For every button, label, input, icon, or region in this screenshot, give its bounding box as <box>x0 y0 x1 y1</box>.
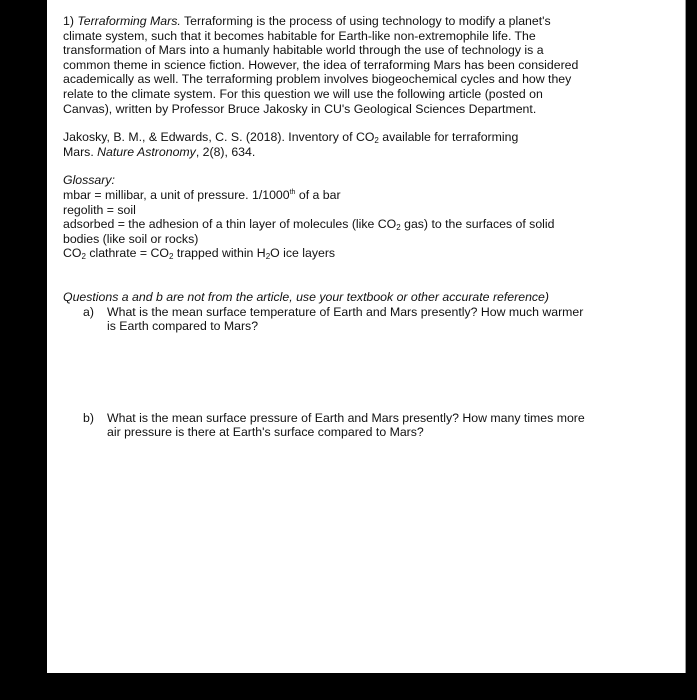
glossary-regolith: regolith = soil <box>63 202 136 217</box>
citation-line-1: Jakosky, B. M., & Edwards, C. S. (2018). Inventory of $CO_2$ available for terraforming <box>63 130 519 146</box>
glossary-clathrate: $CO_2$ clathrate = $CO_2$ trapped within $H_2O$ ice layers <box>63 246 336 262</box>
glossary-heading: Glossary: <box>63 173 115 188</box>
intro-line-6: relate to the climate system. For this question we will use the following article (posted on <box>63 86 543 101</box>
question-number: 1) <box>63 14 74 28</box>
document-content <box>63 14 663 440</box>
intro-line-5: academically as well. The terraforming problem involves biogeochemical cycles and how they <box>63 72 572 87</box>
glossary-mbar: mbar = millibar, a unit of pressure. 1/1000th of a bar <box>63 187 341 202</box>
question-b-line-2: air pressure is there at Earth's surface compared to Mars? <box>107 425 424 440</box>
intro-line-2: climate system, such that it becomes habitable for Earth-like non-extremophile life. The <box>63 28 536 43</box>
topic-title: Terraforming Mars. <box>77 14 181 28</box>
question-a-line-1: a) What is the mean surface temperature of Earth and Mars presently? How much warmer <box>83 304 584 319</box>
glossary-adsorbed-cont: bodies (like soil or rocks) <box>63 231 199 246</box>
intro-line-1 <box>63 14 663 29</box>
questions-note: Questions a and b are not from the article, use your textbook or other accurate reference) <box>63 289 549 304</box>
journal-name: Nature Astronomy <box>97 144 196 159</box>
question-a-label: a) <box>83 304 94 319</box>
document-page <box>47 0 686 673</box>
intro-line-7: Canvas), written by Professor Bruce Jakosky in CU's Geological Sciences Department. <box>63 101 537 116</box>
intro-line-3: transformation of Mars into a humanly habitable world through the use of technology is a <box>63 43 544 58</box>
question-b-label: b) <box>83 410 94 425</box>
intro-line-4: common theme in science fiction. However, the idea of terraforming Mars has been considered <box>63 57 579 72</box>
glossary-adsorbed: adsorbed = the adhesion of a thin layer of molecules (like $CO_2$ gas) to the surfaces of solid <box>63 217 555 233</box>
citation-line-2: Mars. Nature Astronomy, 2(8), 634. <box>63 144 256 159</box>
question-b-line-1: b) What is the mean surface pressure of Earth and Mars presently? How many times more <box>83 410 585 425</box>
question-a-line-2: is Earth compared to Mars? <box>107 319 259 334</box>
bottom-black-bar <box>0 673 697 700</box>
intro-text: Terraforming is the process of using technology to modify a planet's <box>183 14 551 28</box>
